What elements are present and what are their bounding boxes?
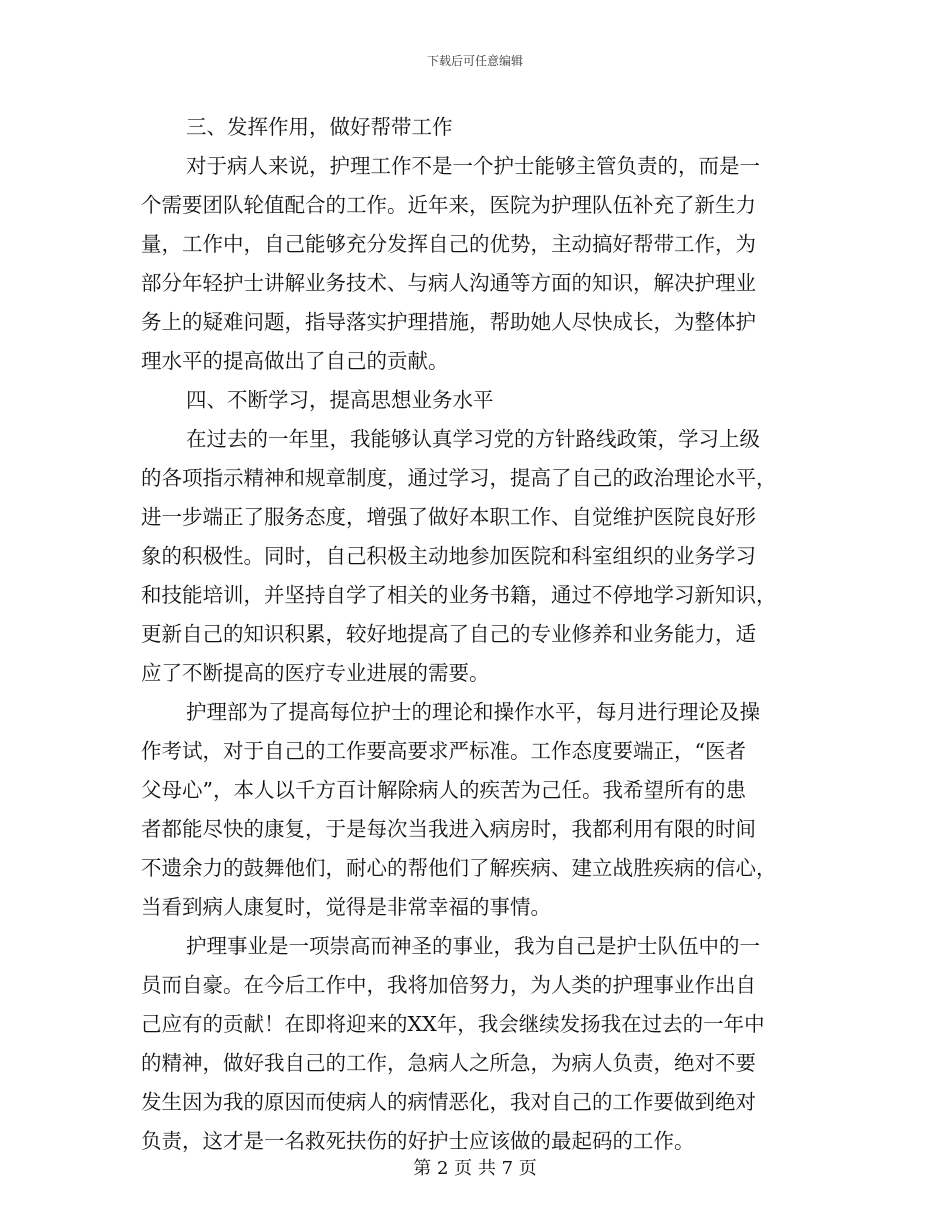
paragraph-line: 护理事业是一项崇高而神圣的事业，我为自己是护士队伍中的一 bbox=[186, 934, 760, 958]
paragraph-line: 务上的疑难问题，指导落实护理措施，帮助她人尽快成长，为整体护 bbox=[141, 310, 756, 334]
page-header: 下载后可任意编辑 bbox=[426, 54, 523, 68]
paragraph-line: 象的积极性。同时，自己积极主动地参加医院和科室组织的业务学习 bbox=[141, 544, 756, 568]
paragraph-line: 量，工作中，自己能够充分发挥自己的优势，主动搞好帮带工作，为 bbox=[141, 232, 756, 256]
paragraph-line: 对于病人来说，护理工作不是一个护士能够主管负责的，而是一 bbox=[186, 154, 760, 178]
paragraph-line: 进一步端正了服务态度，增强了做好本职工作、自觉维护医院良好形 bbox=[141, 505, 756, 529]
paragraph-line: 的精神，做好我自己的工作，急病人之所急，为病人负责，绝对不要 bbox=[141, 1051, 756, 1075]
document-body bbox=[141, 108, 811, 1161]
paragraph-line: 负责，这才是一名救死扶伤的好护士应该做的最起码的工作。 bbox=[141, 1129, 695, 1153]
paragraph-line: 父母心”，本人以千方百计解除病人的疾苦为己任。我希望所有的患 bbox=[141, 778, 746, 802]
paragraph-line: 理水平的提高做出了自己的贡献。 bbox=[141, 349, 449, 373]
page-footer: 第 2 页 共 7 页 bbox=[413, 1158, 537, 1179]
paragraph-line: 应了不断提高的医疗专业进展的需要。 bbox=[141, 661, 490, 685]
paragraph-line: 当看到病人康复时，觉得是非常幸福的事情。 bbox=[141, 895, 551, 919]
paragraph-line: 在过去的一年里，我能够认真学习党的方针路线政策，学习上级 bbox=[186, 427, 760, 451]
paragraph-line: 发生因为我的原因而使病人的病情恶化，我对自己的工作要做到绝对 bbox=[141, 1090, 756, 1114]
paragraph-line: 者都能尽快的康复，于是每次当我进入病房时，我都利用有限的时间 bbox=[141, 817, 756, 841]
paragraph-line: 己应有的贡献！在即将迎来的XX年，我会继续发扬我在过去的一年中 bbox=[141, 1012, 765, 1036]
section-heading: 三、发挥作用，做好帮带工作 bbox=[186, 115, 453, 139]
paragraph-line: 和技能培训，并坚持自学了相关的业务书籍，通过不停地学习新知识， bbox=[141, 583, 777, 607]
section-heading: 四、不断学习，提高思想业务水平 bbox=[186, 388, 494, 412]
paragraph-line: 的各项指示精神和规章制度，通过学习，提高了自己的政治理论水平， bbox=[141, 466, 777, 490]
paragraph-line: 更新自己的知识积累，较好地提高了自己的专业修养和业务能力，适 bbox=[141, 622, 756, 646]
paragraph-line: 不遗余力的鼓舞他们，耐心的帮他们了解疾病、建立战胜疾病的信心， bbox=[141, 856, 777, 880]
paragraph-line: 员而自豪。在今后工作中，我将加倍努力，为人类的护理事业作出自 bbox=[141, 973, 756, 997]
paragraph-line: 个需要团队轮值配合的工作。近年来，医院为护理队伍补充了新生力 bbox=[141, 193, 756, 217]
paragraph-line: 护理部为了提高每位护士的理论和操作水平，每月进行理论及操 bbox=[186, 700, 760, 724]
paragraph-line: 作考试，对于自己的工作要高要求严标准。工作态度要端正，“医者 bbox=[141, 739, 746, 763]
paragraph-line: 部分年轻护士讲解业务技术、与病人沟通等方面的知识，解决护理业 bbox=[141, 271, 756, 295]
